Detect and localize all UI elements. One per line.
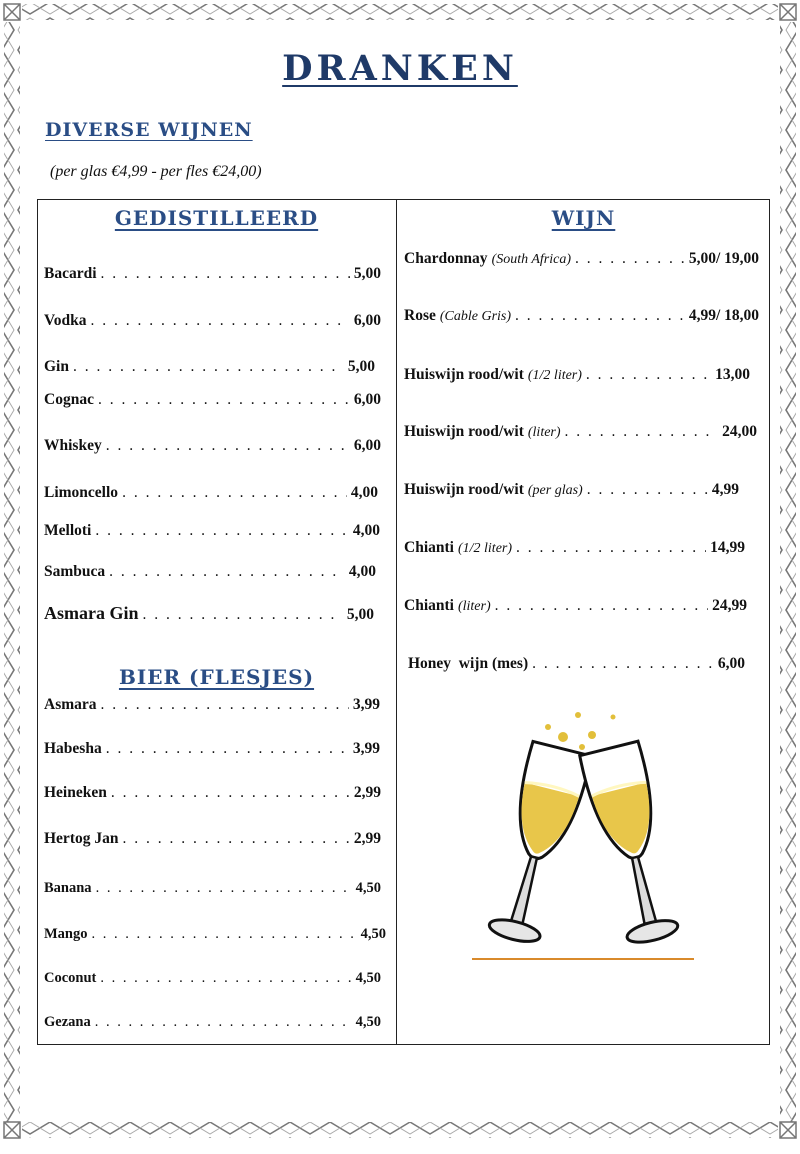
- item-price: 5,00: [347, 358, 375, 375]
- item-price: 2,99: [353, 830, 381, 847]
- menu-item: [44, 696, 380, 714]
- item-note: (liter): [457, 599, 491, 614]
- item-price: 4,99: [711, 481, 739, 498]
- menu-item: [404, 423, 757, 441]
- item-price: 5,00/ 19,00: [688, 250, 759, 267]
- item-note: (1/2 liter): [527, 368, 582, 383]
- item-name: Sambuca: [44, 563, 106, 580]
- item-price: 5,00: [346, 606, 374, 623]
- item-price: 24,99: [712, 597, 747, 614]
- item-price: 3,99: [352, 740, 380, 757]
- item-name: Huiswijn rood/wit: [404, 366, 524, 383]
- item-name: Coconut: [44, 970, 97, 986]
- menu-item: [44, 563, 376, 581]
- menu-item: [404, 481, 739, 499]
- item-price: 4,50: [355, 880, 381, 896]
- item-name: Asmara Gin: [44, 603, 139, 623]
- item-price: 24,00: [722, 423, 757, 440]
- item-name: Habesha: [44, 740, 102, 757]
- item-name: Limoncello: [44, 484, 119, 501]
- item-name: Chianti: [404, 597, 454, 614]
- menu-item: [44, 484, 378, 502]
- item-price: 6,00: [353, 437, 381, 454]
- item-price: 2,99: [353, 784, 381, 801]
- menu-item: [44, 970, 381, 987]
- item-name: Chianti: [404, 539, 454, 556]
- menu-item: [44, 391, 381, 409]
- item-note: (1/2 liter): [457, 541, 513, 556]
- item-name: Cognac: [44, 391, 94, 408]
- menu-item: [44, 830, 381, 848]
- item-price: 4,50: [355, 1014, 381, 1030]
- item-price: 6,00: [717, 655, 745, 672]
- item-name: Rose: [404, 307, 436, 324]
- menu-item: [44, 740, 380, 758]
- menu-item: [44, 312, 381, 330]
- wine-heading: DIVERSE WIJNEN: [45, 119, 253, 141]
- item-name: Melloti: [44, 522, 92, 539]
- wine-column-heading: WIJN: [551, 206, 616, 230]
- item-price: 6,00: [353, 312, 381, 329]
- item-price: 4,50: [360, 926, 386, 942]
- item-price: 13,00: [715, 366, 750, 383]
- item-name: Vodka: [44, 312, 87, 329]
- item-note: (liter): [527, 425, 561, 440]
- column-divider: [396, 199, 397, 1045]
- item-name: Banana: [44, 880, 92, 896]
- item-price: 4,00: [352, 522, 380, 539]
- item-price: 3,99: [352, 696, 380, 713]
- item-price: 4,50: [355, 970, 381, 986]
- spirits-heading: GEDISTILLEERD: [114, 206, 319, 230]
- item-note: (Cable Gris): [439, 309, 512, 324]
- item-note: (per glas): [527, 483, 583, 498]
- item-name: Asmara: [44, 696, 97, 713]
- menu-item: [44, 603, 374, 624]
- wine-price-note: (per glas €4,99 - per fles €24,00): [50, 163, 262, 180]
- item-price: 4,00: [350, 484, 378, 501]
- item-name: Gin: [44, 358, 69, 375]
- menu-item: [408, 655, 745, 673]
- menu-item: [404, 539, 745, 557]
- menu-item: [404, 250, 759, 268]
- menu-item: [404, 307, 759, 325]
- menu-item: [404, 366, 750, 384]
- item-price: 5,00: [353, 265, 381, 282]
- item-name: Huiswijn rood/wit: [404, 481, 524, 498]
- item-name: Chardonnay: [404, 250, 488, 267]
- item-price: 4,99/ 18,00: [688, 307, 759, 324]
- item-price: 14,99: [710, 539, 745, 556]
- menu-item: [44, 880, 381, 897]
- item-name: Huiswijn rood/wit: [404, 423, 524, 440]
- menu-item: [404, 597, 747, 615]
- item-name: Heineken: [44, 784, 107, 801]
- item-name: Mango: [44, 926, 88, 942]
- menu-item: [44, 784, 381, 802]
- item-name: Gezana: [44, 1014, 91, 1030]
- menu-item: [44, 926, 386, 943]
- menu-item: [44, 1014, 381, 1031]
- menu-item: [44, 437, 381, 455]
- item-note: (South Africa): [491, 252, 572, 267]
- menu-item: [44, 358, 375, 376]
- menu-item: [44, 265, 381, 283]
- item-name: Whiskey: [44, 437, 102, 454]
- beer-heading: BIER (FLESJES): [118, 665, 315, 689]
- menu-item: [44, 522, 380, 540]
- item-name: Hertog Jan: [44, 830, 119, 847]
- item-name: Honey wijn (mes): [408, 655, 529, 672]
- page-title: DRANKEN: [282, 48, 518, 89]
- item-name: Bacardi: [44, 265, 97, 282]
- item-price: 4,00: [348, 563, 376, 580]
- item-price: 6,00: [353, 391, 381, 408]
- toasting-glasses-illustration: [460, 705, 710, 970]
